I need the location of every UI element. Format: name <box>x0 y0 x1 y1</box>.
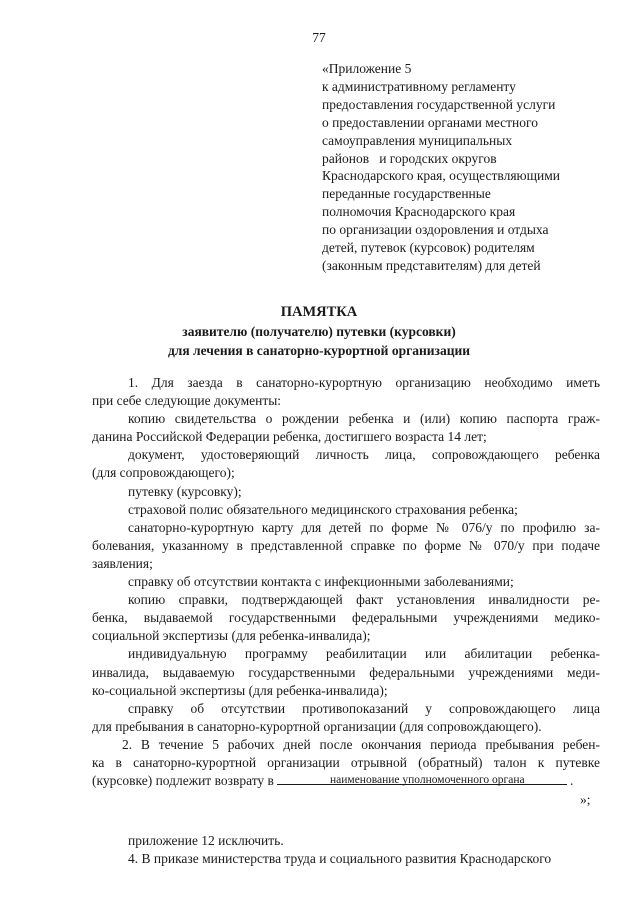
body-line: справку об отсутствии контакта с инфекционными заболеваниями; <box>128 574 514 590</box>
memo-heading <box>0 302 638 360</box>
body-line: бенка, выдаваемой государственными федеральными учреждениями медико- <box>92 610 600 626</box>
body-line: ка в санаторно-курортной организации отрывной (обратный) талон к путевке <box>92 754 600 770</box>
body-line: (для сопровождающего); <box>92 465 235 481</box>
body-line: болевания, указанному в представленной справке по форме № 070/у при подаче <box>92 537 600 553</box>
appendix-line: Краснодарского края, осуществляющими <box>322 168 561 184</box>
body-line: документ, удостоверяющий личность лица, сопровождающего ребенка <box>128 447 600 463</box>
body-line: при себе следующие документы: <box>92 393 282 409</box>
body-line: заявления; <box>92 555 153 571</box>
return-line-text: (курсовке) подлежит возврату в <box>92 773 274 789</box>
memo-subtitle-line: для лечения в санаторно-курортной организации <box>167 343 471 358</box>
body-line: социальной экспертизы (для ребенка-инвалида); <box>92 628 371 644</box>
body-line: санаторно-курортную карту для детей по форме № 076/у по профилю за- <box>128 519 600 535</box>
appendix-line: переданные государственные <box>322 186 491 202</box>
body-line: 2. В течение 5 рабочих дней после окончания периода пребывания ребен- <box>122 736 600 752</box>
memo-title: ПАМЯТКА <box>280 304 358 320</box>
body-line: справку об отсутствии противопоказаний у сопровождающего лица <box>128 700 600 716</box>
body-line: инвалида, выдаваемую государственными федеральными учреждениями меди- <box>92 664 600 680</box>
closing-mark: »; <box>580 792 591 807</box>
body-line: копию свидетельства о рождении ребенка и (или) копию паспорта граж- <box>128 411 600 427</box>
body-line: приложение 12 исключить. <box>128 833 284 848</box>
appendix-line: самоуправления муниципальных <box>322 132 513 148</box>
body-tail <box>92 832 600 868</box>
appendix-header <box>322 60 622 275</box>
memo-body <box>92 374 600 790</box>
body-line: 4. В приказе министерства труда и социального развития Краснодарского <box>128 851 552 867</box>
appendix-line: районов и городских округов <box>322 150 497 166</box>
appendix-line: «Приложение 5 <box>322 61 412 76</box>
body-line: данина Российской Федерации ребенка, достигшего возраста 14 лет; <box>92 429 487 445</box>
blank-caption: наименование уполномоченного органа <box>330 774 525 786</box>
body-line: 1. Для заезда в санаторно-курортную организацию необходимо иметь <box>128 375 600 390</box>
page-number: 77 <box>312 30 326 45</box>
memo-subtitle-line: заявителю (получателю) путевки (курсовки) <box>182 324 456 339</box>
return-line-end: . <box>569 773 574 789</box>
appendix-line: к административному регламенту <box>322 78 516 94</box>
appendix-line: о предоставлении органами местного <box>322 114 538 130</box>
appendix-line: предоставления государственной услуги <box>322 96 556 112</box>
appendix-line: полномочия Краснодарского края <box>322 204 516 220</box>
body-line: страховой полис обязательного медицинского страхования ребенка; <box>128 501 518 517</box>
appendix-line: по организации оздоровления и отдыха <box>322 222 549 238</box>
body-line: ко-социальной экспертизы (для ребенка-инвалида); <box>92 682 388 698</box>
appendix-line: детей, путевок (курсовок) родителям <box>322 240 535 256</box>
body-line: для пребывания в санаторно-курортной организации (для сопровождающего). <box>92 718 542 734</box>
body-line: путевку (курсовку); <box>128 483 242 499</box>
body-line: копию справки, подтверждающей факт установления инвалидности ре- <box>128 592 600 608</box>
appendix-line: (законным представителям) для детей <box>322 257 541 273</box>
body-line: индивидуальную программу реабилитации или абилитации ребенка- <box>128 646 600 662</box>
